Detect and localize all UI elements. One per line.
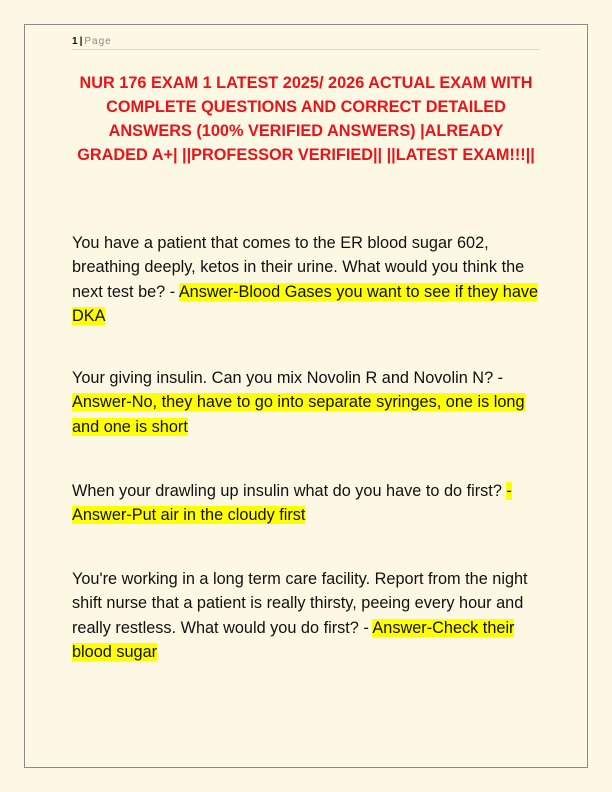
answer-text: Answer-No, they have to go into separate syringes, one is long and one is short bbox=[72, 393, 525, 436]
question-text: You're working in a long term care facility. Report from the night shift nurse that a patient is really thirsty, peeing every hour and really restless. What would you do first? - bbox=[72, 570, 528, 637]
page-number: 1 bbox=[72, 36, 78, 47]
answer-text: Answer-Blood Gases you want to see if they have DKA bbox=[72, 282, 539, 325]
qa-item-1 bbox=[72, 231, 542, 328]
answer-text: Answer-Check their blood sugar bbox=[72, 618, 515, 661]
qa-item-2 bbox=[72, 366, 542, 439]
qa-item-4 bbox=[72, 567, 542, 664]
question-text: When your drawling up insulin what do you have to do first? bbox=[72, 482, 507, 500]
document-title: NUR 176 EXAM 1 LATEST 2025/ 2026 ACTUAL EXAM WITH COMPLETE QUESTIONS AND CORRECT DETAILED ANSWERS (100% VERIFIED ANSWERS) |ALREADY GRADED A+| ||PROFESSOR VERIFIED|| ||LATEST EXAM!!!|| bbox=[77, 74, 535, 164]
qa-item-3 bbox=[72, 479, 542, 528]
question-text: You have a patient that comes to the ER blood sugar 602, breathing deeply, ketos in their urine. What would you think the next test be? - bbox=[72, 234, 525, 301]
header-separator: | bbox=[79, 36, 83, 47]
page-header bbox=[72, 36, 540, 50]
answer-text: - Answer-Put air in the cloudy first bbox=[72, 482, 512, 525]
question-text: Your giving insulin. Can you mix Novolin R and Novolin N? - bbox=[72, 369, 504, 387]
page-label: Page bbox=[84, 36, 112, 47]
